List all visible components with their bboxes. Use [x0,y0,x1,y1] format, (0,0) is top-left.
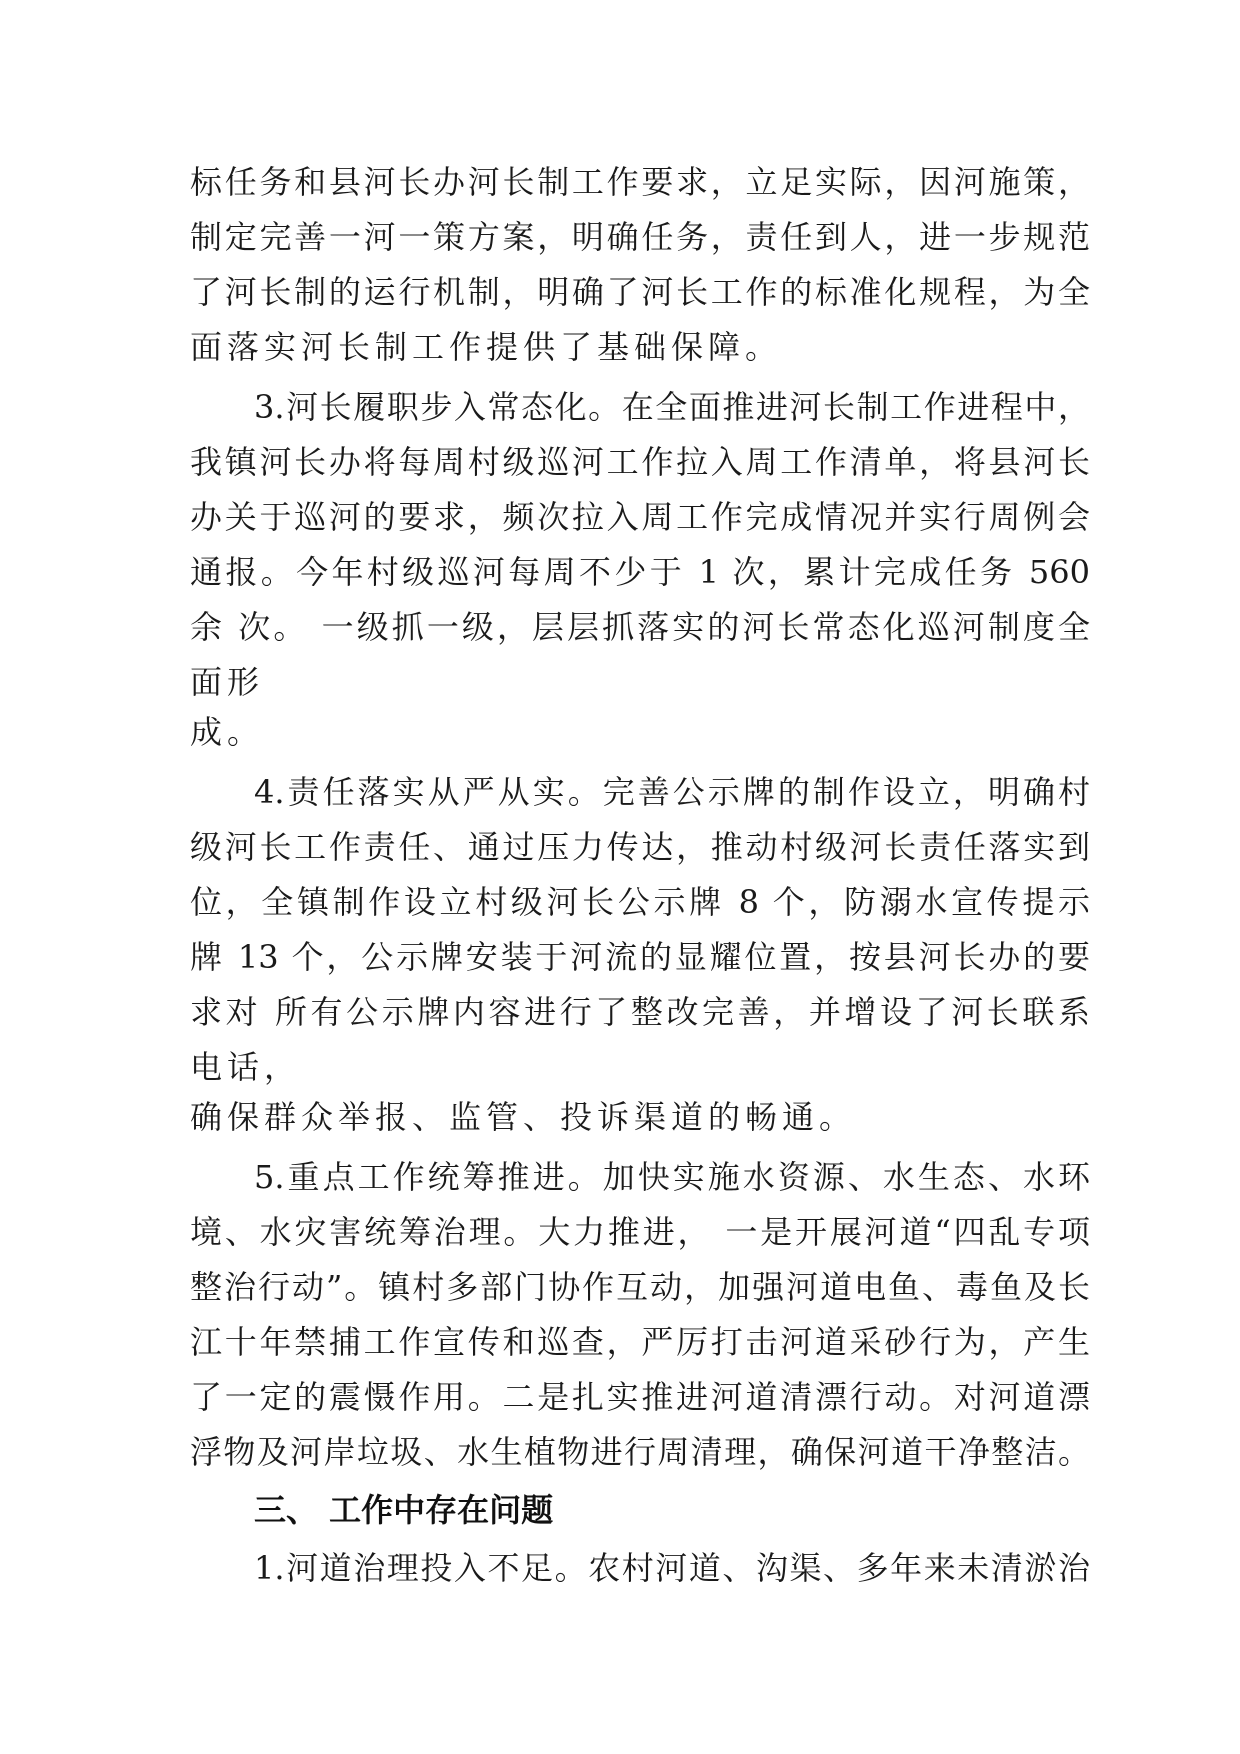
paragraph-line: 通报。今年村级巡河每周不少于 1 次，累计完成任务 560 [190,553,1090,591]
paragraph-line: 电话， [190,1048,302,1086]
paragraph-line: 面形 [190,663,265,701]
paragraph-line: 级河长工作责任、通过压力传达，推动村级河长责任落实到 [190,828,1090,866]
paragraph-line: 我镇河长办将每周村级巡河工作拉入周工作清单，将县河长 [190,443,1090,481]
paragraph-line: 4.责任落实从严从实。完善公示牌的制作设立，明确村 [254,773,1090,811]
paragraph-line: 位，全镇制作设立村级河长公示牌 8 个，防溺水宣传提示 [190,883,1090,921]
paragraph-line: 标任务和县河长办河长制工作要求，立足实际，因河施策， [190,163,1090,201]
paragraph-line: 了一定的震慑作用。二是扎实推进河道清漂行动。对河道漂 [190,1378,1090,1416]
paragraph-line: 整治行动”。镇村多部门协作互动，加强河道电鱼、毒鱼及长 [190,1268,1090,1306]
paragraph-line: 面落实河长制工作提供了基础保障。 [190,328,783,366]
paragraph-line: 了河长制的运行机制，明确了河长工作的标准化规程，为全 [190,273,1090,311]
section-heading: 三、 工作中存在问题 [254,1491,554,1529]
paragraph-line: 浮物及河岸垃圾、水生植物进行周清理，确保河道干净整洁。 [190,1433,1090,1471]
paragraph-line: 5.重点工作统筹推进。加快实施水资源、水生态、水环 [254,1158,1090,1196]
paragraph-line: 确保群众举报、监管、投诉渠道的畅通。 [190,1098,857,1136]
paragraph-line: 境、水灾害统筹治理。大力推进， 一是开展河道“四乱专项 [190,1213,1090,1251]
paragraph-line: 3.河长履职步入常态化。在全面推进河长制工作进程中， [254,388,1090,426]
paragraph-line: 江十年禁捕工作宣传和巡查，严厉打击河道采砂行为，产生 [190,1323,1090,1361]
paragraph-line: 1.河道治理投入不足。农村河道、沟渠、多年来未清淤治 [254,1549,1090,1587]
paragraph-line: 牌 13 个，公示牌安装于河流的显耀位置，按县河长办的要 [190,938,1090,976]
paragraph-line: 制定完善一河一策方案，明确任务，责任到人，进一步规范 [190,218,1090,256]
paragraph-line: 办关于巡河的要求，频次拉入周工作完成情况并实行周例会 [190,498,1090,536]
paragraph-line: 求对 所有公示牌内容进行了整改完善，并增设了河长联系 [190,993,1090,1031]
paragraph-line: 成。 [190,713,265,751]
paragraph-line: 余 次。 一级抓一级，层层抓落实的河长常态化巡河制度全 [190,608,1090,646]
